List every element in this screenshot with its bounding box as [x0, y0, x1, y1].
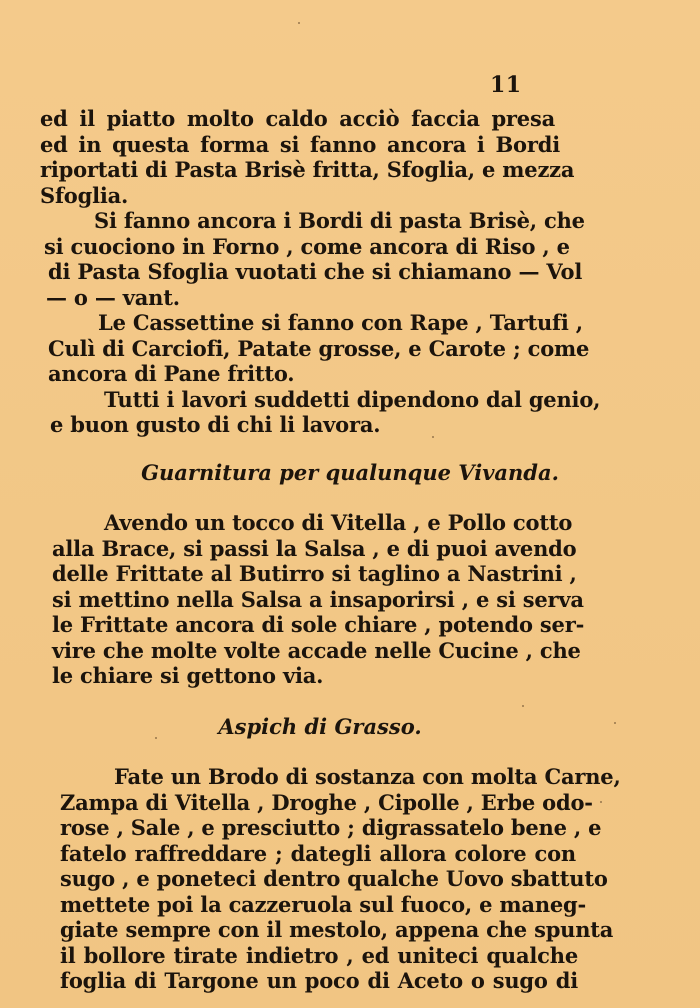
text-line: le Frittate ancora di sole chiare , potendo ser-: [52, 612, 585, 637]
text-line: fatelo raffreddare ; dategli allora colore con: [60, 840, 576, 866]
section-heading: Aspich di Grasso.: [218, 714, 422, 739]
text-line: di Pasta Sfoglia vuotati che si chiamano — Vol: [48, 259, 583, 284]
text-line: delle Frittate al Butirro si taglino a Nastrini ,: [52, 561, 577, 586]
text-line: vire che molte volte accade nelle Cucine , che: [52, 637, 581, 663]
text-line: Fate un Brodo di sostanza con molta Carne,: [114, 764, 621, 789]
text-line: le chiare si gettono via.: [52, 663, 324, 688]
text-line: Zampa di Vitella , Droghe , Cipolle , Erbe odo-: [60, 789, 593, 815]
text-line: giate sempre con il mestolo, appena che spunta: [60, 917, 614, 942]
speck-mark: [298, 22, 300, 24]
text-line: rose , Sale , e presciutto ; digrassatelo bene , e: [60, 815, 602, 840]
text-line: Avendo un tocco di Vitella , e Pollo cotto: [104, 510, 573, 535]
text-line: Si fanno ancora i Bordi di pasta Brisè, che: [94, 208, 585, 233]
text-line: sugo , e poneteci dentro qualche Uovo sbattuto: [60, 866, 608, 891]
text-line: si cuociono in Forno , come ancora di Riso , e: [44, 233, 570, 259]
page-number: 11: [490, 72, 522, 98]
text-line: Sfoglia.: [40, 182, 129, 208]
speck-mark: [522, 705, 524, 707]
text-line: — o — vant.: [46, 284, 180, 310]
text-line: riportati di Pasta Brisè fritta, Sfoglia, e mezza: [40, 157, 575, 182]
text-line: Tutti i lavori suddetti dipendono dal genio,: [104, 386, 601, 412]
text-line: il bollore tirate indietro , ed uniteci qualche: [60, 942, 578, 968]
text-line: mettete poi la cazzeruola sul fuoco, e maneg-: [60, 891, 587, 917]
paragraph-block-1: [40, 106, 601, 438]
paragraph-block-3: [60, 764, 621, 994]
paragraph-block-2: [52, 510, 587, 689]
text-line: Culì di Carciofi, Patate grosse, e Carote ; come: [48, 335, 590, 361]
text-line: ancora di Pane fritto.: [48, 361, 295, 386]
text-line: Le Cassettine si fanno con Rape , Tartufi ,: [98, 310, 583, 335]
speck-mark: [600, 801, 602, 803]
text-line: ed in questa forma si fanno ancora i Bordi: [40, 131, 560, 157]
text-line: foglia di Targone un poco di Aceto o sugo di: [60, 968, 578, 993]
text-line: si mettino nella Salsa a insaporirsi , e si serva: [52, 586, 584, 612]
text-line: e buon gusto di chi li lavora.: [50, 412, 381, 437]
section-heading: Guarnitura per qualunque Vivanda.: [141, 460, 559, 485]
text-line: ed il piatto molto caldo acciò faccia presa: [40, 106, 555, 131]
text-line: alla Brace, si passi la Salsa , e di puoi avendo: [52, 535, 577, 561]
